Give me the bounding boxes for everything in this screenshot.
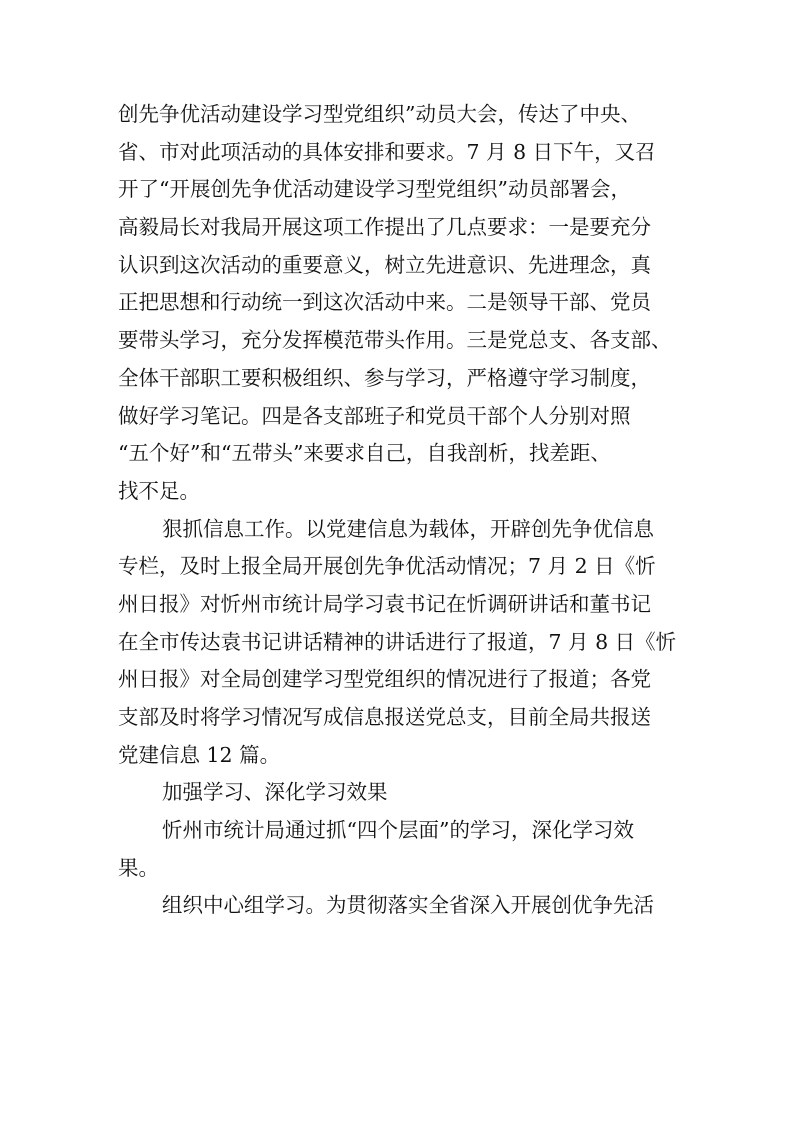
text-line: 做好学习笔记。四是各支部班子和党员干部个人分别对照 xyxy=(118,403,631,428)
text-line: 创先争优活动建设学习型党组织”动员大会，传达了中央、 xyxy=(118,102,641,126)
paragraph-start-line: 忻州市统计局通过抓“四个层面”的学习，深化学习效 xyxy=(162,818,634,843)
paragraph-start-line: 狠抓信息工作。以党建信息为载体，开辟创先争优信息 xyxy=(162,516,654,541)
text-line: 认识到这次活动的重要意义，树立先进意识、先进理念，真 xyxy=(118,252,651,277)
text-line: “五个好”和“五带头”来要求自己，自我剖析，找差距、 xyxy=(118,441,611,466)
section-heading: 加强学习、深化学习效果 xyxy=(162,780,388,805)
text-line: 果。 xyxy=(118,855,159,880)
text-line: 全体干部职工要积极组织、参与学习，严格遵守学习制度， xyxy=(118,365,651,390)
body-text xyxy=(118,96,678,925)
text-line: 开了“开展创先争优活动建设学习型党组织”动员部署会， xyxy=(118,177,631,202)
text-line: 党建信息 12 篇。 xyxy=(118,742,281,767)
paragraph-start-line: 组织中心组学习。为贯彻落实全省深入开展创优争先活 xyxy=(162,893,654,918)
text-line: 正把思想和行动统一到这次活动中来。二是领导干部、党员 xyxy=(118,290,651,315)
text-line: 找不足。 xyxy=(118,478,200,503)
text-line: 在全市传达袁书记讲话精神的讲话进行了报道，7 月 8 日《忻 xyxy=(118,629,677,654)
text-line: 州日报》对忻州市统计局学习袁书记在忻调研讲话和董书记 xyxy=(118,591,651,616)
text-line: 要带头学习，充分发挥模范带头作用。三是党总支、各支部、 xyxy=(118,328,672,353)
text-line: 专栏，及时上报全局开展创先争优活动情况；7 月 2 日《忻 xyxy=(118,554,656,579)
text-line: 省、市对此项活动的具体安排和要求。7 月 8 日下午，又召 xyxy=(118,139,656,164)
text-line: 州日报》对全局创建学习型党组织的情况进行了报道；各党 xyxy=(118,667,651,692)
text-line: 支部及时将学习情况写成信息报送党总支，目前全局共报送 xyxy=(118,705,651,729)
text-line: 高毅局长对我局开展这项工作提出了几点要求：一是要充分 xyxy=(118,215,651,240)
